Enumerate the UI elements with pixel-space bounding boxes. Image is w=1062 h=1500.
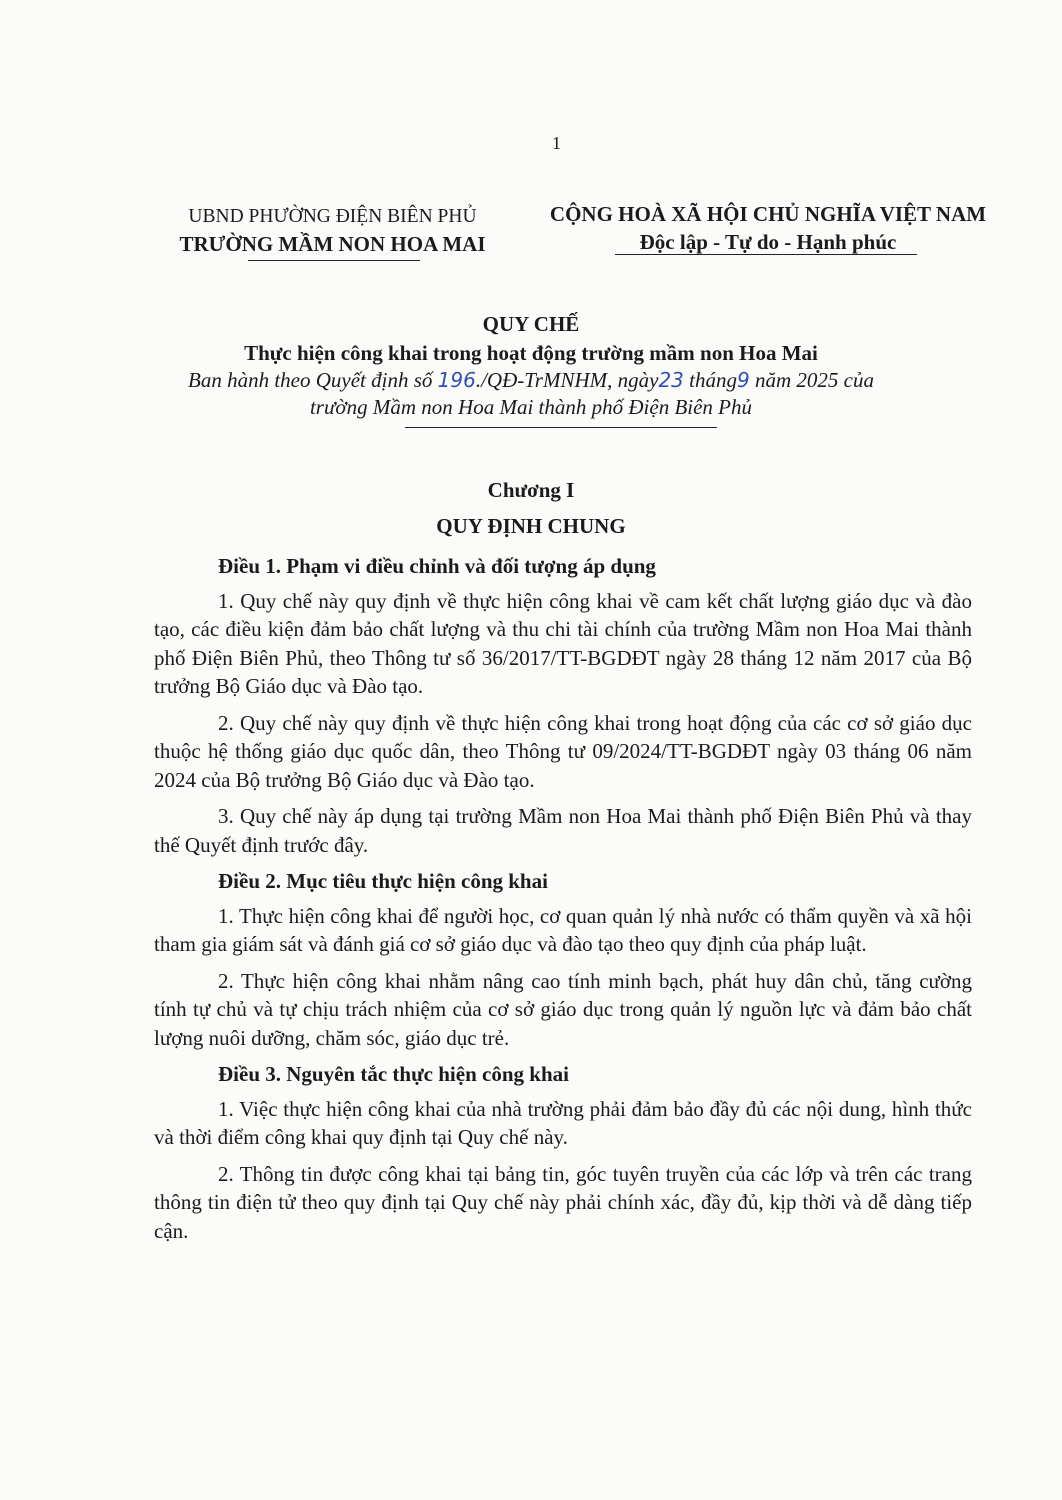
article-paragraph: 1. Quy chế này quy định về thực hiện công khai về cam kết chất lượng giáo dục và đào tạo, các điều kiện đảm bảo chất lượng và thu chi tài chính của trường Mầm non Hoa Mai thành phố Điện Biên Phủ, theo Thông tư số 36/2017/TT-BGDĐT ngày 28 tháng 12 năm 2017 của Bộ trưởng Bộ Giáo dục và Đào tạo. [154,588,972,698]
handwritten-day: 23 [658,368,684,392]
issuance-text-1: Ban hành theo Quyết định số [188,368,438,392]
issuance-text-2: ./QĐ-TrMNHM, ngày [475,368,659,392]
chapter-number: Chương I [487,478,575,502]
issuance-text-3: tháng [683,368,737,392]
title-underline [405,427,717,428]
page-number: 1 [552,133,561,153]
issuer-authority: UBND PHƯỜNG ĐIỆN BIÊN PHỦ [188,206,477,227]
issuer-header [150,204,515,258]
national-header [548,200,988,256]
national-motto: Độc lập - Tự do - Hạnh phúc [639,230,897,254]
issuer-school: TRƯỜNG MẦM NON HOA MAI [179,232,486,256]
article-heading: Điều 2. Mục tiêu thực hiện công khai [218,869,548,893]
document-subtitle: Thực hiện công khai trong hoạt động trường mầm non Hoa Mai [244,341,818,365]
document-body [154,552,972,1253]
article-paragraph: 1. Thực hiện công khai để người học, cơ quan quản lý nhà nước có thẩm quyền và xã hội tham gia giám sát và đánh giá cơ sở giáo dục và đào tạo theo quy định của pháp luật. [154,903,972,956]
article-paragraph: 2. Thực hiện công khai nhằm nâng cao tính minh bạch, phát huy dân chủ, tăng cường tính tự chủ và tự chịu trách nhiệm của cơ sở giáo dục trong quản lý nguồn lực và đảm bảo chất lượng nuôi dưỡng, chăm sóc, giáo dục trẻ. [154,968,972,1050]
article-paragraph: 1. Việc thực hiện công khai của nhà trường phải đảm bảo đầy đủ các nội dung, hình thức và thời điểm công khai quy định tại Quy chế này. [154,1096,972,1149]
issuance-text-4: năm 2025 của [749,368,874,392]
handwritten-decision-number: 196 [437,368,476,392]
article-heading: Điều 1. Phạm vi điều chỉnh và đối tượng áp dụng [218,554,656,578]
issuance-line-2: trường Mầm non Hoa Mai thành phố Điện Biên Phủ [309,395,753,419]
issuance-line [100,367,962,394]
article-paragraph: 2. Quy chế này quy định về thực hiện công khai trong hoạt động của các cơ sở giáo dục thuộc hệ thống giáo dục quốc dân, theo Thông tư 09/2024/TT-BGDĐT ngày 03 tháng 06 năm 2024 của Bộ trưởng Bộ Giáo dục và Đào tạo. [154,710,972,792]
article-paragraph: 3. Quy chế này áp dụng tại trường Mầm non Hoa Mai thành phố Điện Biên Phủ và thay thế Quyết định trước đây. [154,804,972,857]
article-paragraph: 2. Thông tin được công khai tại bảng tin, góc tuyên truyền của các lớp và trên các trang thông tin điện tử theo quy định tại Quy chế này phải chính xác, đầy đủ, kịp thời và dễ dàng tiếp cận. [154,1161,972,1243]
handwritten-month: 9 [736,368,750,392]
motto-underline [615,254,917,255]
chapter-name: QUY ĐỊNH CHUNG [436,514,626,538]
document-title-block [100,311,962,421]
issuer-underline [248,260,420,261]
document-title: QUY CHẾ [482,312,580,336]
national-title: CỘNG HOÀ XÃ HỘI CHỦ NGHĨA VIỆT NAM [549,202,987,226]
article-heading: Điều 3. Nguyên tắc thực hiện công khai [218,1062,569,1086]
